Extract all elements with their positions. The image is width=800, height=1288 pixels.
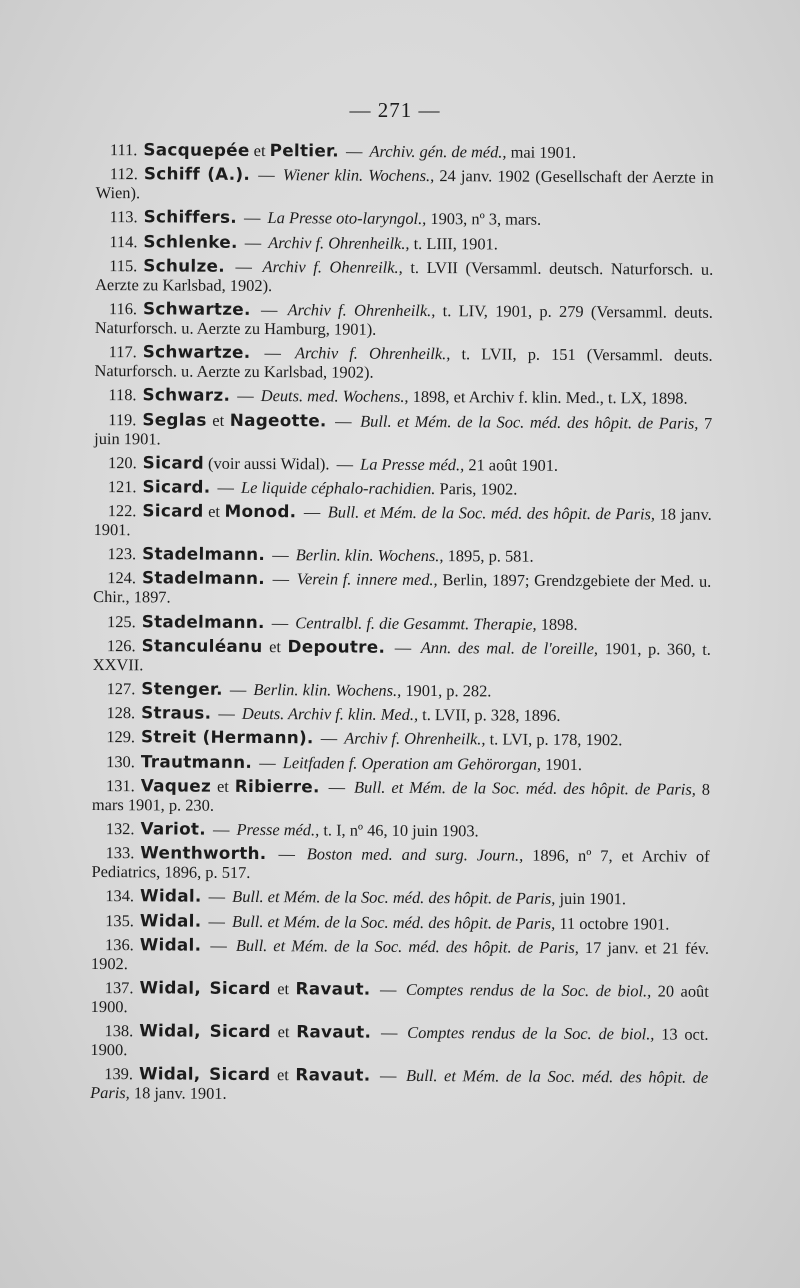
page-number: — 271 — xyxy=(349,98,441,122)
reference-details: t. I, nº 46, 10 juin 1903. xyxy=(323,820,479,841)
reference-details: t. LVII (Versamml. deutsch. Naturforsch. u. Aerzte zu Karlsbad, 1902). xyxy=(95,257,714,295)
separator-dash: — xyxy=(244,208,261,228)
separator-dash: — xyxy=(217,477,235,497)
reference-number: 135. xyxy=(105,910,134,930)
reference-details: 21 août 1901. xyxy=(468,454,559,475)
separator-dash: — xyxy=(320,728,338,748)
reference-entry xyxy=(91,935,709,977)
reference-number: 121. xyxy=(107,476,137,497)
reference-number: 124. xyxy=(107,568,137,588)
reference-number: 115. xyxy=(109,255,138,276)
reference-author: Peltier. xyxy=(269,140,339,161)
reference-author: Schlenke. xyxy=(143,230,238,252)
reference-details: 13 oct. 1900. xyxy=(90,1024,709,1060)
reference-author: Stadelmann. xyxy=(141,567,266,589)
reference-entry xyxy=(92,776,710,818)
separator-dash: — xyxy=(394,637,412,657)
reference-journal: Bull. et Mém. de la Soc. méd. des hôpit. de Paris, xyxy=(327,502,656,524)
reference-entry xyxy=(93,679,711,702)
author-connector: et xyxy=(277,978,290,999)
author-connector: et xyxy=(276,1065,289,1085)
reference-journal: Archiv. gén. de méd., xyxy=(369,141,507,162)
reference-entry xyxy=(91,978,709,1020)
separator-dash: — xyxy=(272,569,290,589)
reference-number: 128. xyxy=(106,703,136,723)
reference-details: 1901. xyxy=(545,754,583,774)
reference-entry xyxy=(96,140,714,163)
reference-number: 112. xyxy=(109,164,138,184)
reference-journal: Bull. et Mém. de la Soc. méd. des hôpit. de Paris, xyxy=(90,1066,709,1103)
reference-entry xyxy=(94,453,712,476)
reference-entry xyxy=(93,568,711,610)
reference-number: 134. xyxy=(105,886,135,906)
separator-dash: — xyxy=(212,819,230,839)
reference-entry xyxy=(94,385,712,408)
reference-entry xyxy=(90,1021,708,1063)
reference-journal: Berlin. klin. Wochens., xyxy=(295,545,444,566)
separator-dash: — xyxy=(235,256,253,276)
author-connector: et xyxy=(277,1022,290,1042)
reference-entry xyxy=(92,819,710,842)
reference-author: Widal. xyxy=(140,885,202,906)
reference-details: juin 1901. xyxy=(559,889,627,909)
separator-dash: — xyxy=(218,703,235,724)
reference-author: Ravaut. xyxy=(296,1021,372,1042)
separator-dash: — xyxy=(271,612,289,632)
reference-entry xyxy=(93,636,711,678)
reference-number: 130. xyxy=(106,751,135,771)
reference-author: Widal. xyxy=(139,933,202,955)
reference-journal: La Presse oto-laryngol., xyxy=(267,208,427,229)
separator-dash: — xyxy=(380,1022,398,1042)
reference-journal: Archiv f. Ohrenheilk., xyxy=(268,232,410,253)
reference-author: Wenthworth. xyxy=(140,842,267,864)
reference-author: Widal. xyxy=(139,909,202,931)
reference-details: 17 janv. et 21 fév. 1902. xyxy=(90,937,710,973)
reference-author: Stadelmann. xyxy=(141,610,265,632)
reference-details: 1903, nº 3, mars. xyxy=(430,209,542,230)
reference-author: Schiffers. xyxy=(143,206,238,228)
reference-number: 118. xyxy=(108,385,137,405)
reference-journal: Archiv f. Ohrenheilk., xyxy=(295,343,451,364)
reference-number: 119. xyxy=(108,409,137,429)
separator-dash: — xyxy=(258,165,275,185)
reference-entry xyxy=(91,843,709,885)
separator-dash: — xyxy=(208,887,226,907)
reference-author: Stanculéanu xyxy=(141,635,263,656)
reference-journal: Bull. et Mém. de la Soc. méd. des hôpit. de Paris, xyxy=(232,911,556,933)
reference-author: Schulze. xyxy=(143,255,225,276)
reference-journal: Bull. et Mém. de la Soc. méd. des hôpit. de Paris, xyxy=(360,411,699,433)
reference-number: 137. xyxy=(104,977,134,998)
reference-number: 136. xyxy=(105,934,134,954)
reference-details: 1896, nº 7, et Archiv of Pediatrics, 1896, p. 517. xyxy=(91,845,710,883)
reference-entry xyxy=(90,1064,708,1106)
reference-author: Nageotte. xyxy=(229,409,327,430)
reference-entry xyxy=(95,207,713,230)
reference-author: Schwartze. xyxy=(142,341,251,363)
reference-number: 131. xyxy=(106,775,135,795)
reference-details: t. LVI, p. 178, 1902. xyxy=(489,729,623,750)
reference-journal: Centralbl. f. die Gesammt. Therapie, xyxy=(295,612,537,634)
reference-author: Widal, Sicard xyxy=(138,1063,271,1085)
reference-number: 117. xyxy=(108,342,137,362)
separator-dash: — xyxy=(259,752,276,772)
reference-author: Variot. xyxy=(140,818,206,839)
reference-details: Paris, 1902. xyxy=(439,478,518,499)
reference-author: Ravaut. xyxy=(295,1064,371,1085)
reference-details: 24 janv. 1902 (Gesellschaft der Aerzte in Wien). xyxy=(95,166,714,203)
bibliography-list xyxy=(90,140,714,1111)
reference-number: 127. xyxy=(106,679,136,699)
reference-author: Sacquepée xyxy=(143,139,250,160)
reference-entry xyxy=(95,256,713,298)
reference-entry xyxy=(96,164,714,206)
reference-number: 125. xyxy=(107,611,136,631)
separator-dash: — xyxy=(208,911,226,931)
reference-entry xyxy=(94,501,712,543)
reference-author: Widal, Sicard xyxy=(139,1020,271,1042)
reference-author: Ravaut. xyxy=(295,978,371,999)
reference-details: 1895, p. 581. xyxy=(447,546,534,566)
author-connector: et xyxy=(212,410,225,430)
reference-number: 139. xyxy=(104,1064,134,1084)
author-connector: et xyxy=(208,501,221,521)
reference-number: 114. xyxy=(109,231,138,251)
reference-journal: Presse méd., xyxy=(236,819,320,840)
reference-journal: Boston med. and surg. Journ., xyxy=(306,844,524,865)
separator-dash: — xyxy=(379,1066,397,1086)
reference-details: mai 1901. xyxy=(510,142,577,162)
reference-number: 138. xyxy=(104,1021,134,1041)
reference-entry xyxy=(93,544,711,567)
reference-author: Straus. xyxy=(141,702,212,723)
reference-journal: Bull. et Mém. de la Soc. méd. des hôpit. de Paris, xyxy=(232,887,556,909)
reference-number: 123. xyxy=(107,544,137,564)
reference-number: 132. xyxy=(105,819,135,839)
separator-dash: — xyxy=(303,502,321,522)
reference-details: 1898. xyxy=(540,614,578,634)
separator-dash: — xyxy=(345,141,363,161)
reference-author: Sicard xyxy=(142,451,204,473)
reference-journal: Ann. des mal. de l'oreille, xyxy=(420,637,599,658)
separator-dash: — xyxy=(264,343,281,363)
author-connector: et xyxy=(216,776,229,796)
reference-author: Seglas xyxy=(142,408,207,430)
reference-journal: Archiv f. Ohrenheilk., xyxy=(344,728,486,749)
reference-author: Trautmann. xyxy=(140,750,253,772)
reference-details: 18 janv. 1901. xyxy=(93,504,712,540)
reference-journal: Leitfaden f. Operation am Gehörorgan, xyxy=(282,752,542,774)
separator-dash: — xyxy=(210,935,227,955)
reference-author: Schiff (A.). xyxy=(143,163,251,185)
reference-author: Widal, Sicard xyxy=(139,977,271,998)
separator-dash: — xyxy=(260,299,278,320)
reference-journal: Archiv f. Ohenreilk., xyxy=(262,256,403,277)
reference-details: Berlin, 1897; Grendzgebiete der Med. u. Chir., 1897. xyxy=(93,570,712,607)
reference-details: 20 août 1900. xyxy=(90,981,709,1017)
reference-details: t. LVII, p. 328, 1896. xyxy=(422,705,561,726)
reference-author: Monod. xyxy=(224,500,297,522)
separator-dash: — xyxy=(278,844,295,864)
separator-dash: — xyxy=(328,777,346,797)
reference-details: t. LIV, 1901, p. 279 (Versamml. deuts. Naturforsch. u. Aerzte zu Hamburg, 1901). xyxy=(94,301,714,339)
reference-journal: Deuts. Archiv f. klin. Med., xyxy=(241,704,419,725)
reference-author: Sicard. xyxy=(142,476,211,497)
reference-entry xyxy=(92,727,710,750)
reference-number: 116. xyxy=(108,299,138,319)
reference-journal: Bull. et Mém. de la Soc. méd. des hôpit. de Paris, xyxy=(235,935,579,957)
reference-details: 7 juin 1901. xyxy=(94,413,713,448)
reference-details: 18 janv. 1901. xyxy=(133,1083,227,1104)
reference-number: 120. xyxy=(107,452,137,472)
reference-details: 8 mars 1901, p. 230. xyxy=(91,779,711,815)
reference-details: 1901, p. 360, t. XXVII. xyxy=(92,638,711,675)
reference-details: t. LIII, 1901. xyxy=(413,233,498,254)
reference-journal: Deuts. med. Wochens., xyxy=(260,386,409,407)
reference-entry xyxy=(94,477,712,500)
separator-dash: — xyxy=(379,979,397,999)
reference-author: Depoutre. xyxy=(287,635,386,657)
reference-journal: Archiv f. Ohrenheilk., xyxy=(287,300,436,321)
reference-journal: Verein f. innere med., xyxy=(296,569,438,590)
reference-number: 113. xyxy=(109,207,138,227)
author-connector: (voir aussi Widal). xyxy=(207,453,330,474)
reference-entry xyxy=(94,409,712,451)
reference-entry xyxy=(91,886,709,909)
reference-details: 1898, et Archiv f. klin. Med., t. LX, 1898. xyxy=(412,387,688,408)
reference-details: 1901, p. 282. xyxy=(405,680,492,701)
reference-journal: Bull. et Mém. de la Soc. méd. des hôpit. de Paris, xyxy=(353,777,696,799)
separator-dash: — xyxy=(272,545,289,565)
reference-journal: Comptes rendus de la Soc. de biol., xyxy=(405,979,652,1001)
reference-author: Ribierre. xyxy=(234,775,320,797)
reference-journal: Wiener klin. Wochens., xyxy=(282,165,435,186)
reference-author: Streit (Hermann). xyxy=(140,726,314,748)
reference-author: Schwartze. xyxy=(142,298,251,319)
reference-details: 11 octobre 1901. xyxy=(559,913,670,934)
separator-dash: — xyxy=(336,454,354,474)
reference-entry xyxy=(93,612,711,635)
reference-number: 126. xyxy=(106,635,136,656)
reference-details: t. LVII, p. 151 (Versamml. deuts. Naturforsch. u. Aerzte zu Karlsbad, 1902). xyxy=(94,344,713,382)
reference-entry xyxy=(92,703,710,726)
author-connector: et xyxy=(269,636,282,656)
reference-journal: Comptes rendus de la Soc. de biol., xyxy=(407,1022,655,1044)
reference-number: 111. xyxy=(109,140,138,160)
reference-journal: Berlin. klin. Wochens., xyxy=(253,679,402,700)
reference-entry xyxy=(91,910,709,933)
reference-number: 129. xyxy=(106,727,136,747)
reference-author: Stenger. xyxy=(141,678,223,699)
reference-author: Stadelmann. xyxy=(142,543,266,565)
reference-entry xyxy=(95,299,713,341)
reference-entry xyxy=(95,342,713,384)
separator-dash: — xyxy=(244,232,262,252)
reference-author: Vaquez xyxy=(140,775,212,796)
separator-dash: — xyxy=(229,679,247,699)
author-connector: et xyxy=(253,140,266,161)
reference-author: Schwarz. xyxy=(142,384,231,406)
separator-dash: — xyxy=(237,386,254,406)
reference-number: 122. xyxy=(107,501,137,521)
reference-author: Sicard xyxy=(142,500,204,521)
reference-entry xyxy=(92,752,710,775)
reference-entry xyxy=(95,232,713,255)
reference-journal: La Presse méd., xyxy=(360,454,465,474)
reference-number: 133. xyxy=(105,843,135,863)
separator-dash: — xyxy=(335,410,352,431)
reference-journal: Le liquide céphalo-rachidien. xyxy=(240,477,436,498)
